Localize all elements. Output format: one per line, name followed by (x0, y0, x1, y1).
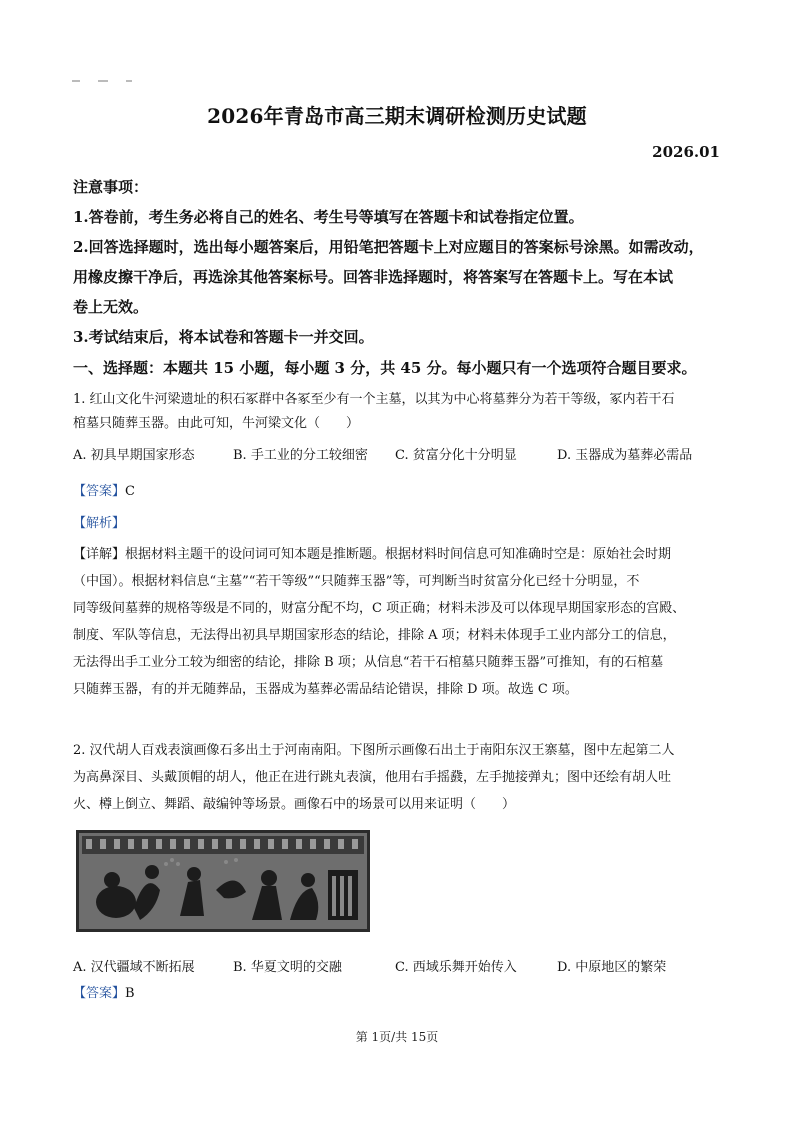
notice-item: 用橡皮擦干净后，再选涂其他答案标号。回答非选择题时，将答案写在答题卡上。写在本试 (73, 268, 674, 286)
analysis-label: 【解析】 (73, 516, 126, 531)
option-c: C. 贫富分化十分明显 (395, 448, 517, 463)
exam-date: 2026.01 (652, 143, 720, 161)
option-d: D. 玉器成为墓葬必需品 (557, 448, 693, 463)
question-text: 火、樽上倒立、舞蹈、敲编钟等场景。画像石中的场景可以用来证明（ ） (73, 797, 516, 812)
stone-relief-image (76, 830, 370, 932)
notice-item: 2.回答选择题时，选出每小题答案后，用铅笔把答题卡上对应题目的答案标号涂黑。如需改动， (73, 238, 704, 256)
section-title: 一、选择题：本题共 15 小题，每小题 3 分，共 45 分。每小题只有一个选项符合题目要求。 (73, 359, 697, 377)
answer-line (73, 982, 725, 1006)
notice-heading: 注意事项： (73, 178, 149, 196)
detail-line: 只随葬玉器，有的并无随葬品，玉器成为墓葬必需品结论错误，排除 D 项。故选 C 项。 (73, 682, 578, 697)
option-d: D. 中原地区的繁荣 (557, 960, 667, 975)
notice-block (73, 172, 725, 352)
question-text: 2. 汉代胡人百戏表演画像石多出土于河南南阳。下图所示画像石出土于南阳东汉王寨墓，图中左起第二人 (73, 743, 675, 758)
page-footer: 第 1页/共 15页 (355, 1030, 439, 1044)
answer-line (73, 480, 725, 504)
option-b: B. 华夏文明的交融 (233, 960, 342, 975)
detail-explanation (73, 541, 725, 703)
answer-label: 【答案】 (73, 484, 126, 499)
question-2 (73, 737, 725, 818)
notice-item: 1.答卷前，考生务必将自己的姓名、考生号等填写在答题卡和试卷指定位置。 (73, 208, 584, 226)
answer-value: B (125, 986, 135, 1001)
option-a: A. 汉代疆域不断拓展 (73, 960, 195, 975)
option-a: A. 初具早期国家形态 (73, 448, 195, 463)
question-text: 1. 红山文化牛河梁遗址的积石冢群中各冢至少有一个主墓，以其为中心将墓葬分为若干等级，冢内若干石 (73, 392, 675, 407)
options-row (73, 444, 725, 468)
answer-label: 【答案】 (73, 986, 126, 1001)
detail-line: 制度、军队等信息，无法得出初具早期国家形态的结论，排除 A 项；材料未体现手工业内部分工的信息， (73, 628, 676, 643)
question-text: 为高鼻深目、头戴顶帽的胡人，他正在进行跳丸表演，他用右手摇鼗，左手抛接弹丸；图中还绘有胡人吐 (73, 770, 672, 785)
notice-item: 卷上无效。 (73, 298, 149, 316)
option-c: C. 西域乐舞开始传入 (395, 960, 517, 975)
answer-value: C (125, 484, 135, 499)
detail-line: 无法得出手工业分工较为细密的结论，排除 B 项；从信息“若干石棺墓只随葬玉器”可推知，有的石棺墓 (73, 655, 664, 670)
scan-artifact (72, 80, 192, 86)
detail-line: 同等级间墓葬的规格等级是不同的，财富分配不均，C 项正确；材料未涉及可以体现早期国家形态的宫殿、 (73, 601, 686, 616)
exam-title: 2026年青岛市高三期末调研检测历史试题 (207, 104, 587, 128)
question-1 (73, 388, 725, 468)
option-b: B. 手工业的分工较细密 (233, 448, 368, 463)
detail-line: （中国）。根据材料信息“主墓”“若干等级”“只随葬玉器”等，可判断当时贫富分化已经十分明显，不 (73, 574, 640, 589)
options-row (73, 956, 725, 980)
notice-item: 3.考试结束后，将本试卷和答题卡一并交回。 (73, 328, 374, 346)
detail-line: 【详解】根据材料主题干的设问词可知本题是推断题。根据材料时间信息可知准确时空是：原始社会时期 (73, 547, 672, 562)
question-text: 棺墓只随葬玉器。由此可知，牛河梁文化（ ） (73, 416, 360, 431)
